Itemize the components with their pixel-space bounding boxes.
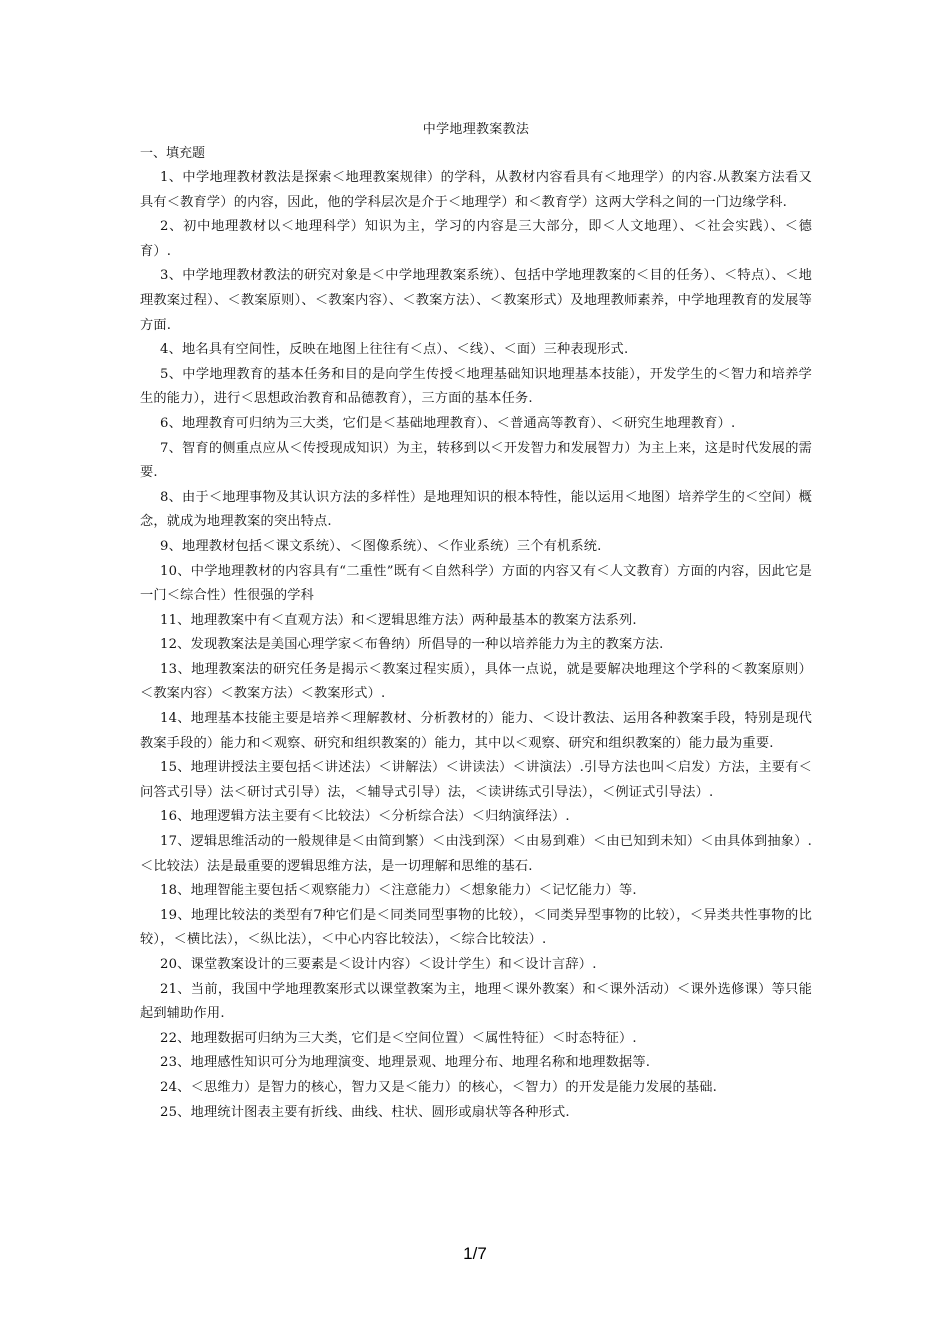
list-item: 15、地理讲授法主要包括＜讲述法）＜讲解法）＜讲读法）＜讲演法）.引导方法也叫＜启发）方法，主要有＜问答式引导）法＜研讨式引导）法，＜辅导式引导）法，＜读讲练式引导法），＜例证式引导法）. <box>140 760 812 800</box>
page-number: 1/7 <box>463 1244 487 1263</box>
list-item: 4、地名具有空间性，反映在地图上往往有＜点）、＜线）、＜面）三种表现形式. <box>160 342 629 358</box>
list-item: 13、地理教案法的研究任务是揭示＜教案过程实质），具体一点说，就是要解决地理这个学科的＜教案原则）＜教案内容）＜教案方法）＜教案形式）. <box>140 661 812 702</box>
list-item: 14、地理基本技能主要是培养＜理解教材、分析教材的）能力、＜设计教法、运用各种教案手段，特别是现代教案手段的）能力和＜观察、研究和组织教案的）能力，其中以＜观察、研究和组织教案的）能力最为重要. <box>140 711 812 751</box>
list-item: 5、中学地理教育的基本任务和目的是向学生传授＜地理基础知识地理基本技能），开发学生的＜智力和培养学生的能力），进行＜思想政治教育和品德教育），三方面的基本任务. <box>140 366 812 407</box>
list-item: 2、初中地理教材以＜地理科学）知识为主，学习的内容是三大部分，即＜人文地理）、＜社会实践）、＜德育）. <box>140 219 812 259</box>
list-item: 12、发现教案法是美国心理学家＜布鲁纳）所倡导的一种以培养能力为主的教案方法. <box>160 637 664 653</box>
question-list <box>140 166 812 1125</box>
list-item: 23、地理感性知识可分为地理演变、地理景观、地理分布、地理名称和地理数据等. <box>160 1055 651 1071</box>
list-item: 18、地理智能主要包括＜观察能力）＜注意能力）＜想象能力）＜记忆能力）等. <box>160 883 637 899</box>
list-item: 17、逻辑思维活动的一般规律是＜由简到繁）＜由浅到深）＜由易到难）＜由已知到未知）＜由具体到抽象）.＜比较法）法是最重要的逻辑思维方法，是一切理解和思维的基石. <box>140 834 812 874</box>
list-item: 3、中学地理教材教法的研究对象是＜中学地理教案系统）、包括中学地理教案的＜目的任务）、＜特点）、＜地理教案过程）、＜教案原则）、＜教案内容）、＜教案方法）、＜教案形式）及地理教师素养，中学地理教育的发展等方面. <box>140 268 812 333</box>
list-item: 22、地理数据可归纳为三大类，它们是＜空间位置）＜属性特征）＜时态特征）. <box>160 1030 637 1046</box>
list-item: 24、＜思维力）是智力的核心，智力又是＜能力）的核心，＜智力）的开发是能力发展的基础. <box>160 1079 718 1095</box>
list-item: 25、地理统计图表主要有折线、曲线、柱状、圆形或扇状等各种形式. <box>160 1104 570 1120</box>
list-item: 1、中学地理教材教法是探索＜地理教案规律）的学科，从教材内容看具有＜地理学）的内容.从教案方法看又具有＜教育学）的内容，因此，他的学科层次是介于＜地理学）和＜教育学）这两大学科之间的一门边缘学科. <box>140 170 812 210</box>
list-item: 6、地理教育可归纳为三大类，它们是＜基础地理教育）、＜普通高等教育）、＜研究生地理教育）. <box>160 415 736 431</box>
list-item: 21、当前，我国中学地理教案形式以课堂教案为主，地理＜课外教案）和＜课外活动）＜课外选修课）等只能起到辅助作用. <box>140 981 812 1022</box>
list-item: 16、地理逻辑方法主要有＜比较法）＜分析综合法）＜归纳演绎法）. <box>160 809 570 825</box>
list-item: 8、由于＜地理事物及其认识方法的多样性）是地理知识的根本特性，能以运用＜地图）培养学生的＜空间）概念，就成为地理教案的突出特点. <box>140 489 812 530</box>
list-item: 11、地理教案中有＜直观方法）和＜逻辑思维方法）两种最基本的教案方法系列. <box>160 612 637 628</box>
list-item: 19、地理比较法的类型有7种它们是＜同类同型事物的比较），＜同类异型事物的比较），＜异类共性事物的比较），＜横比法），＜纵比法），＜中心内容比较法），＜综合比较法）. <box>140 907 812 948</box>
list-item: 9、地理教材包括＜课文系统）、＜图像系统）、＜作业系统）三个有机系统. <box>160 538 602 554</box>
section-heading: 一、填充题 <box>140 146 206 161</box>
list-item: 7、智育的侧重点应从＜传授现成知识）为主，转移到以＜开发智力和发展智力）为主上来，这是时代发展的需要. <box>140 440 812 481</box>
document-title: 中学地理教案教法 <box>422 122 530 137</box>
list-item: 20、课堂教案设计的三要素是＜设计内容）＜设计学生）和＜设计言辞）. <box>160 957 597 972</box>
list-item: 10、中学地理教材的内容具有“二重性”既有＜自然科学）方面的内容又有＜人文教育）方面的内容，因此它是一门＜综合性）性很强的学科 <box>140 563 812 604</box>
